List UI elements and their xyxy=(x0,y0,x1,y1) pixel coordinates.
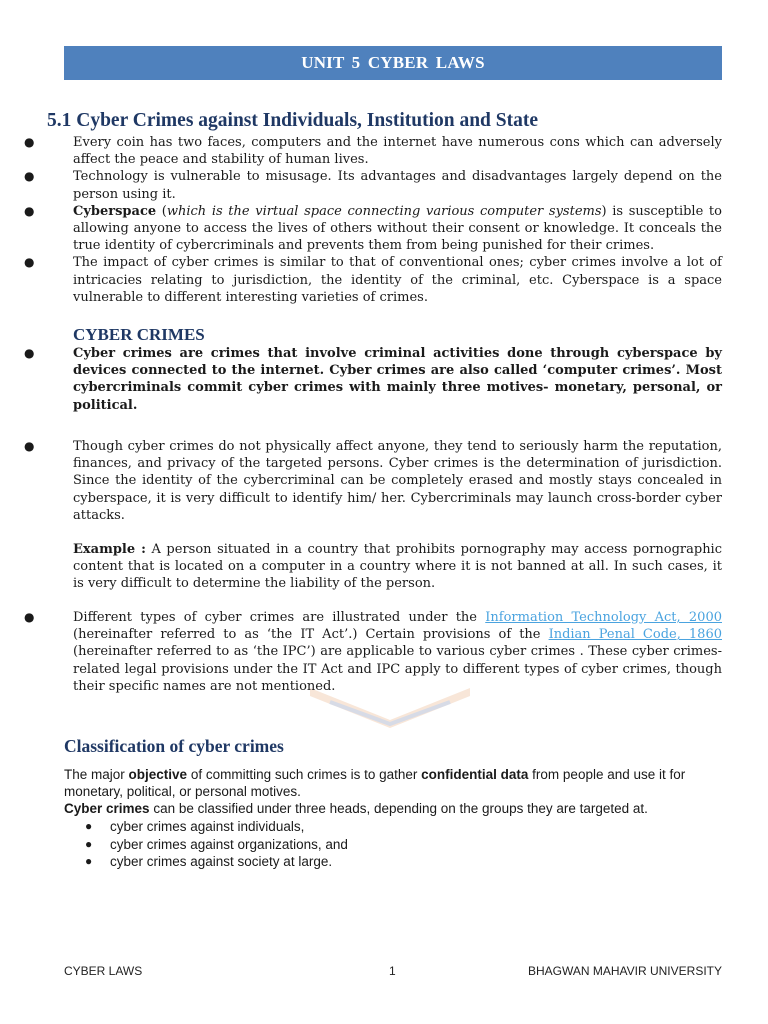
objective-paragraph xyxy=(64,766,722,818)
bullet-icon: ● xyxy=(24,439,35,453)
intro-bullet-list xyxy=(24,134,722,306)
list-item-text: cyber crimes against organizations, and xyxy=(110,836,348,852)
bullet-icon: ● xyxy=(24,346,35,360)
bold-run: Cyber crimes xyxy=(64,801,150,817)
bullet-icon: ● xyxy=(24,610,35,624)
list-item xyxy=(24,134,722,168)
list-item xyxy=(85,853,348,871)
list-item-text: cyber crimes against society at large. xyxy=(110,854,333,869)
bullet-icon: ● xyxy=(85,819,93,833)
cyber-crimes-heading: CYBER CRIMES xyxy=(73,325,205,344)
bullet-icon: ● xyxy=(24,203,35,218)
list-item xyxy=(24,345,722,414)
list-item xyxy=(24,438,722,524)
cyberspace-definition: which is the virtual space connecting various computer systems xyxy=(166,203,602,219)
footer-university-name: BHAGWAN MAHAVIR UNIVERSITY xyxy=(527,964,722,978)
page-footer xyxy=(64,964,722,980)
bullet-icon: ● xyxy=(85,836,93,851)
list-item xyxy=(24,609,722,695)
page-number: 1 xyxy=(389,964,396,978)
bullet-icon: ● xyxy=(24,255,35,270)
bullet-icon: ● xyxy=(24,169,35,184)
bullet-text: Technology is vulnerable to misusage. Its advantages and disadvantages largely depend on the person using it. xyxy=(73,169,722,202)
list-item xyxy=(85,818,348,836)
footer-course-title: CYBER LAWS xyxy=(64,964,143,978)
list-item-text: cyber crimes against individuals, xyxy=(110,819,305,834)
text-run: from people and use it for monetary, political, or personal motives. xyxy=(64,767,686,800)
list-item xyxy=(24,254,722,306)
unit-title-banner: UNIT 5 CYBER LAWS xyxy=(64,46,722,80)
text-run: The major xyxy=(64,767,129,782)
bullet-text: (hereinafter referred to as ‘the IPC’) are applicable to various cyber crimes . These cyber crimes-related legal provisions under the IT Act and IPC apply to different types of cyber crimes, though their specific names are not mentioned. xyxy=(73,644,722,694)
bullet-icon: ● xyxy=(24,135,35,149)
text-run: of committing such crimes is to gather xyxy=(187,767,422,782)
bullet-icon: ● xyxy=(85,854,93,868)
it-act-link[interactable]: Information Technology Act, 2000 xyxy=(485,610,722,625)
bold-run: confidential data xyxy=(421,767,529,782)
bullet-text: (hereinafter referred to as ‘the IT Act’.) Certain provisions of the xyxy=(73,627,549,643)
list-item xyxy=(24,168,722,202)
cyberspace-term: Cyberspace xyxy=(73,203,157,219)
list-item xyxy=(85,836,348,854)
example-paragraph xyxy=(73,541,722,593)
list-item: ● Cyberspace (which is the virtual space connecting various computer systems) is susceptible to allowing anyone to access the lives of others without their consent or knowledge. It conceals the true identity of cybercriminals and prevents them from being punished for their crimes. xyxy=(24,203,722,254)
section-heading: 5.1 Cyber Crimes against Individuals, Institution and State xyxy=(47,110,539,131)
bullet-text: Though cyber crimes do not physically affect anyone, they tend to seriously harm the reputation, finances, and privacy of the targeted persons. Cyber crimes is the determination of jurisdiction. Since the identity of the cybercriminal can be completely erased and mostly stays concealed in cyberspace, it is very difficult to identify him/ her. Cybercriminals may launch cross-border cyber attacks. xyxy=(73,439,722,523)
text-run: can be classified under three heads, depending on the groups they are targeted at. xyxy=(149,801,648,817)
bullet-text: is susceptible to allowing anyone to access the lives of others without their consent or knowledge. It conceals the true identity of cybercriminals and prevents them from being punished for their crimes. xyxy=(73,203,722,254)
bullet-text: Cyber crimes are crimes that involve criminal activities done through cyberspace by devices connected to the internet. Cyber crimes are also called ‘computer crimes’. Most cybercriminals commit cyber crimes with mainly three motives- monetary, personal, or political. xyxy=(73,346,722,413)
reputation-bullet-list xyxy=(24,438,722,524)
types-bullet-list xyxy=(24,609,722,695)
bullet-text: Different types of cyber crimes are illustrated under the xyxy=(73,610,486,625)
bullet-text: The impact of cyber crimes is similar to that of conventional ones; cyber crimes involve a lot of intricacies relating to jurisdiction, the identity of the criminal, etc. Cyberspace is a space vulnerable to different interesting varieties of crimes. xyxy=(73,255,722,305)
example-label: Example : xyxy=(73,542,146,557)
bullet-text: Every coin has two faces, computers and the internet have numerous cons which can adversely affect the peace and stability of human lives. xyxy=(73,135,722,168)
bold-run: objective xyxy=(128,767,188,782)
example-text: A person situated in a country that prohibits pornography may access pornographic content that is located on a computer in a country where it is not banned at all. In such cases, it is very difficult to determine the liability of the person. xyxy=(73,542,722,592)
ipc-link[interactable]: Indian Penal Code, 1860 xyxy=(548,627,722,643)
definition-bullet-list xyxy=(24,345,722,414)
classification-list xyxy=(85,818,348,871)
classification-heading: Classification of cyber crimes xyxy=(64,736,284,756)
